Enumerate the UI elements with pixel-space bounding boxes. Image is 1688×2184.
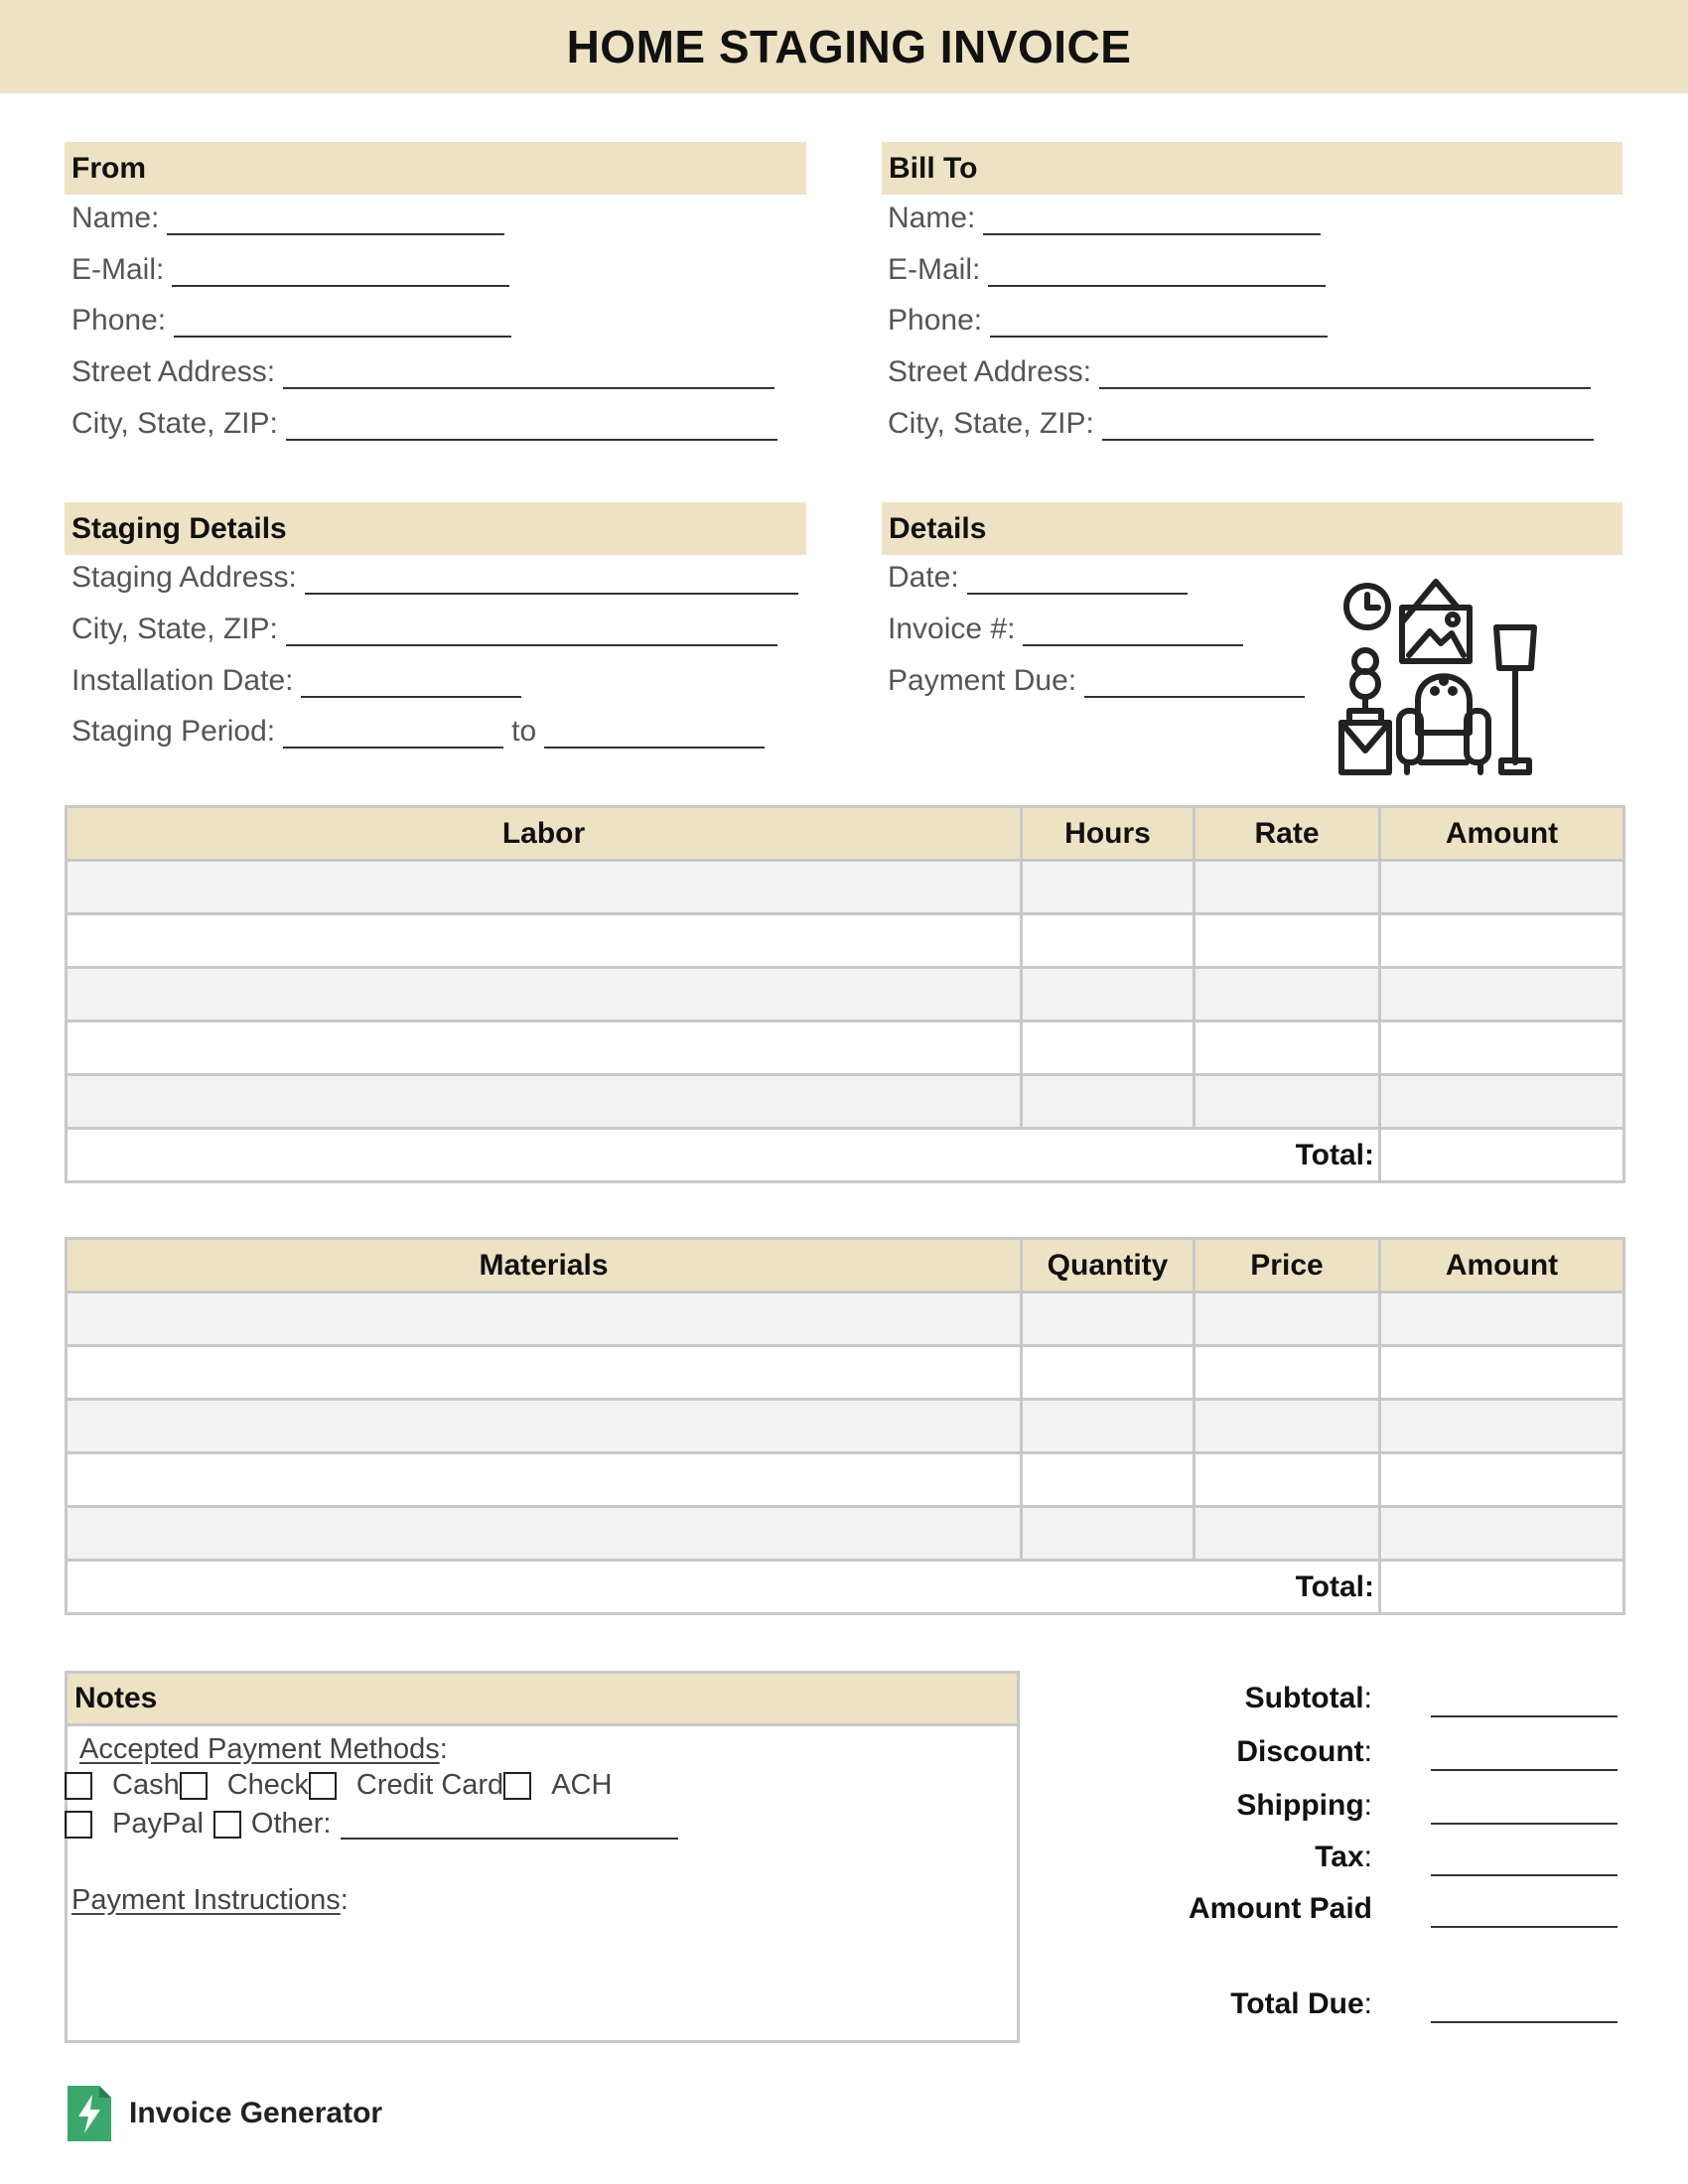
table-row bbox=[67, 1507, 1624, 1561]
quantity-cell[interactable] bbox=[1022, 1400, 1195, 1453]
accepted-payment-methods-label: Accepted Payment Methods : bbox=[79, 1733, 448, 1765]
price-header: Price bbox=[1195, 1239, 1380, 1293]
staging-period-field[interactable]: Staging Period: to bbox=[71, 715, 765, 749]
total-due-line[interactable] bbox=[1431, 2021, 1618, 2023]
notes-heading: Notes bbox=[68, 1674, 1017, 1726]
labor-cell[interactable] bbox=[67, 968, 1022, 1022]
payment-due-field[interactable]: Payment Due: bbox=[888, 664, 1305, 698]
hours-header: Hours bbox=[1022, 807, 1195, 861]
cash-option[interactable]: Cash bbox=[65, 1769, 180, 1802]
rate-header: Rate bbox=[1195, 807, 1380, 861]
quantity-cell[interactable] bbox=[1022, 1346, 1195, 1400]
materials-total-cell[interactable] bbox=[1380, 1561, 1624, 1614]
labor-cell[interactable] bbox=[67, 914, 1022, 968]
material-cell[interactable] bbox=[67, 1293, 1022, 1346]
table-row bbox=[67, 861, 1624, 914]
amount-header: Amount bbox=[1380, 1239, 1624, 1293]
quantity-header: Quantity bbox=[1022, 1239, 1195, 1293]
staging-address-field[interactable]: Staging Address: bbox=[71, 561, 798, 595]
payment-instructions-label: Payment Instructions : bbox=[71, 1884, 349, 1916]
labor-cell[interactable] bbox=[67, 1075, 1022, 1129]
bill-to-heading: Bill To bbox=[882, 142, 1622, 195]
amount-cell[interactable] bbox=[1380, 1507, 1624, 1561]
table-row bbox=[67, 914, 1624, 968]
hours-cell[interactable] bbox=[1022, 968, 1195, 1022]
table-row bbox=[67, 1346, 1624, 1400]
shipping-label: Shipping: bbox=[1236, 1789, 1372, 1822]
invoice-title: HOME STAGING INVOICE bbox=[566, 21, 1132, 72]
other-option[interactable]: Other: bbox=[213, 1808, 332, 1841]
material-cell[interactable] bbox=[67, 1507, 1022, 1561]
subtotal-label: Subtotal: bbox=[1244, 1682, 1372, 1714]
brand-name: Invoice Generator bbox=[129, 2097, 383, 2129]
staging-details-heading: Staging Details bbox=[65, 502, 806, 555]
hours-cell[interactable] bbox=[1022, 861, 1195, 914]
quantity-cell[interactable] bbox=[1022, 1507, 1195, 1561]
from-phone-field[interactable]: Phone: bbox=[71, 304, 511, 338]
hours-cell[interactable] bbox=[1022, 914, 1195, 968]
table-row bbox=[67, 1400, 1624, 1453]
discount-label: Discount: bbox=[1236, 1735, 1372, 1768]
credit-card-option[interactable]: Credit Card bbox=[309, 1769, 503, 1802]
amount-paid-line[interactable] bbox=[1431, 1926, 1618, 1928]
total-due-label: Total Due: bbox=[1230, 1987, 1372, 2020]
paypal-checkbox[interactable] bbox=[65, 1811, 92, 1839]
ach-checkbox[interactable] bbox=[503, 1772, 531, 1800]
bill-to-street-field[interactable]: Street Address: bbox=[888, 355, 1591, 389]
labor-total-label: Total: bbox=[67, 1129, 1380, 1182]
material-cell[interactable] bbox=[67, 1400, 1022, 1453]
rate-cell[interactable] bbox=[1195, 1022, 1380, 1075]
lightning-bolt-icon bbox=[68, 2086, 111, 2141]
table-row bbox=[67, 968, 1624, 1022]
details-heading: Details bbox=[882, 502, 1622, 555]
subtotal-line[interactable] bbox=[1431, 1715, 1618, 1717]
amount-cell[interactable] bbox=[1380, 968, 1624, 1022]
materials-header-row bbox=[67, 1239, 1624, 1293]
cash-checkbox[interactable] bbox=[65, 1772, 92, 1800]
labor-cell[interactable] bbox=[67, 1022, 1022, 1075]
from-name-field[interactable]: Name: bbox=[71, 202, 504, 235]
labor-total-row bbox=[67, 1129, 1624, 1182]
hours-cell[interactable] bbox=[1022, 1075, 1195, 1129]
other-line[interactable] bbox=[341, 1810, 678, 1840]
amount-cell[interactable] bbox=[1380, 1293, 1624, 1346]
amount-cell[interactable] bbox=[1380, 1022, 1624, 1075]
home-staging-icon bbox=[1336, 574, 1549, 782]
rate-cell[interactable] bbox=[1195, 968, 1380, 1022]
title-bar bbox=[0, 0, 1688, 93]
amount-header: Amount bbox=[1380, 807, 1624, 861]
bill-to-name-field[interactable]: Name: bbox=[888, 202, 1321, 235]
price-cell[interactable] bbox=[1195, 1507, 1380, 1561]
from-street-field[interactable]: Street Address: bbox=[71, 355, 774, 389]
rate-cell[interactable] bbox=[1195, 861, 1380, 914]
check-checkbox[interactable] bbox=[180, 1772, 208, 1800]
labor-table bbox=[65, 805, 1625, 1183]
quantity-cell[interactable] bbox=[1022, 1453, 1195, 1507]
tax-line[interactable] bbox=[1431, 1874, 1618, 1876]
installation-date-field[interactable]: Installation Date: bbox=[71, 664, 521, 698]
price-cell[interactable] bbox=[1195, 1453, 1380, 1507]
amount-cell[interactable] bbox=[1380, 1400, 1624, 1453]
brand-logo bbox=[68, 2086, 382, 2141]
paypal-option[interactable]: PayPal bbox=[65, 1808, 204, 1841]
price-cell[interactable] bbox=[1195, 1346, 1380, 1400]
material-cell[interactable] bbox=[67, 1346, 1022, 1400]
labor-header-row bbox=[67, 807, 1624, 861]
price-cell[interactable] bbox=[1195, 1293, 1380, 1346]
amount-cell[interactable] bbox=[1380, 1075, 1624, 1129]
from-email-field[interactable]: E-Mail: bbox=[71, 253, 509, 287]
amount-cell[interactable] bbox=[1380, 861, 1624, 914]
materials-table bbox=[65, 1237, 1625, 1615]
check-option[interactable]: Check bbox=[180, 1769, 309, 1802]
invoice-number-field[interactable]: Invoice #: bbox=[888, 613, 1243, 646]
notes-box bbox=[65, 1671, 1020, 2043]
materials-total-label: Total: bbox=[67, 1561, 1380, 1614]
rate-cell[interactable] bbox=[1195, 914, 1380, 968]
date-field[interactable]: Date: bbox=[888, 561, 1188, 595]
table-row bbox=[67, 1293, 1624, 1346]
payment-methods-row-1 bbox=[65, 1769, 612, 1802]
credit-card-checkbox[interactable] bbox=[309, 1772, 337, 1800]
table-row bbox=[67, 1453, 1624, 1507]
payment-methods-row-2 bbox=[65, 1808, 678, 1841]
from-heading: From bbox=[65, 142, 806, 195]
bill-to-email-field[interactable]: E-Mail: bbox=[888, 253, 1326, 287]
amount-cell[interactable] bbox=[1380, 1346, 1624, 1400]
price-cell[interactable] bbox=[1195, 1400, 1380, 1453]
rate-cell[interactable] bbox=[1195, 1075, 1380, 1129]
hours-cell[interactable] bbox=[1022, 1022, 1195, 1075]
amount-cell[interactable] bbox=[1380, 914, 1624, 968]
shipping-line[interactable] bbox=[1431, 1823, 1618, 1825]
labor-total-cell[interactable] bbox=[1380, 1129, 1624, 1182]
other-checkbox[interactable] bbox=[213, 1811, 241, 1839]
labor-header: Labor bbox=[67, 807, 1022, 861]
bill-to-city-field[interactable]: City, State, ZIP: bbox=[888, 407, 1594, 441]
materials-header: Materials bbox=[67, 1239, 1022, 1293]
tax-label: Tax: bbox=[1315, 1841, 1372, 1873]
bill-to-phone-field[interactable]: Phone: bbox=[888, 304, 1328, 338]
amount-paid-label: Amount Paid bbox=[1189, 1892, 1372, 1925]
staging-city-field[interactable]: City, State, ZIP: bbox=[71, 613, 777, 646]
table-row bbox=[67, 1022, 1624, 1075]
from-city-field[interactable]: City, State, ZIP: bbox=[71, 407, 777, 441]
table-row bbox=[67, 1075, 1624, 1129]
material-cell[interactable] bbox=[67, 1453, 1022, 1507]
labor-cell[interactable] bbox=[67, 861, 1022, 914]
discount-line[interactable] bbox=[1431, 1769, 1618, 1771]
quantity-cell[interactable] bbox=[1022, 1293, 1195, 1346]
ach-option[interactable]: ACH bbox=[503, 1769, 612, 1802]
amount-cell[interactable] bbox=[1380, 1453, 1624, 1507]
materials-total-row bbox=[67, 1561, 1624, 1614]
